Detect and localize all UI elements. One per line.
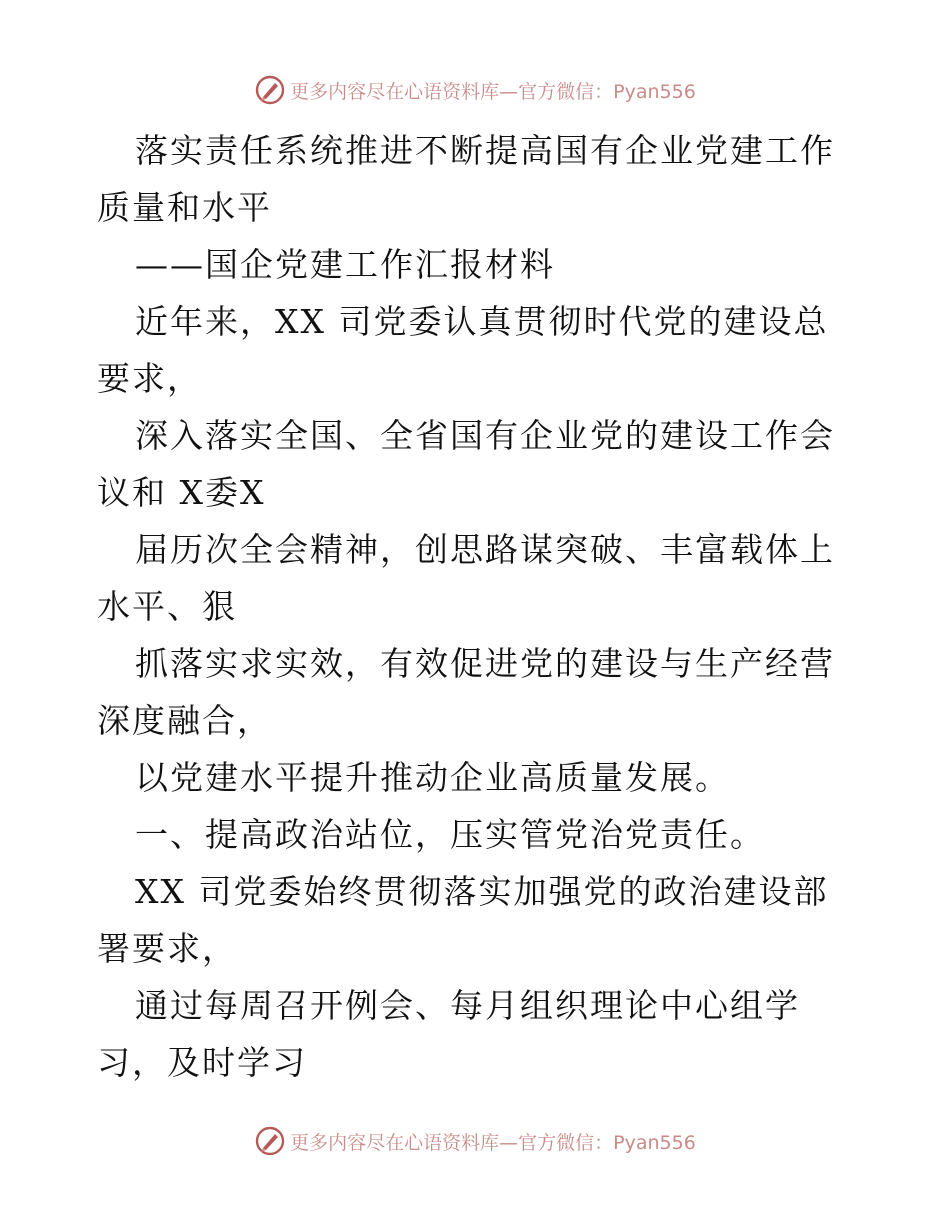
paragraph: XX 司党委始终贯彻落实加强党的政治建设部署要求， xyxy=(97,872,829,968)
document-body xyxy=(97,122,857,1091)
paragraph: 通过每周召开例会、每月组织理论中心组学习，及时学习 xyxy=(97,986,800,1082)
header-watermark xyxy=(0,73,950,107)
document-subtitle: ——国企党建工作汇报材料 xyxy=(135,245,555,284)
footer-watermark xyxy=(0,1124,950,1158)
document-title: 落实责任系统推进不断提高国有企业党建工作质量和水平 xyxy=(97,131,835,227)
watermark-text: 更多内容尽在心语资料库—官方微信：Pyan556 xyxy=(290,1131,696,1154)
quill-pen-icon xyxy=(254,1125,286,1157)
paragraph: 深入落实全国、全省国有企业党的建设工作会议和 X委X xyxy=(97,416,835,512)
watermark-text: 更多内容尽在心语资料库—官方微信：Pyan556 xyxy=(290,80,696,103)
paragraph: 近年来，XX 司党委认真贯彻时代党的建设总要求， xyxy=(97,302,829,398)
paragraph: 抓落实求实效，有效促进党的建设与生产经营深度融合， xyxy=(97,644,835,740)
paragraph: 届历次全会精神，创思路谋突破、丰富载体上水平、狠 xyxy=(97,530,835,626)
section-heading: 一、提高政治站位，压实管党治党责任。 xyxy=(135,815,765,854)
paragraph: 以党建水平提升推动企业高质量发展。 xyxy=(135,758,730,797)
quill-pen-icon xyxy=(254,74,286,106)
